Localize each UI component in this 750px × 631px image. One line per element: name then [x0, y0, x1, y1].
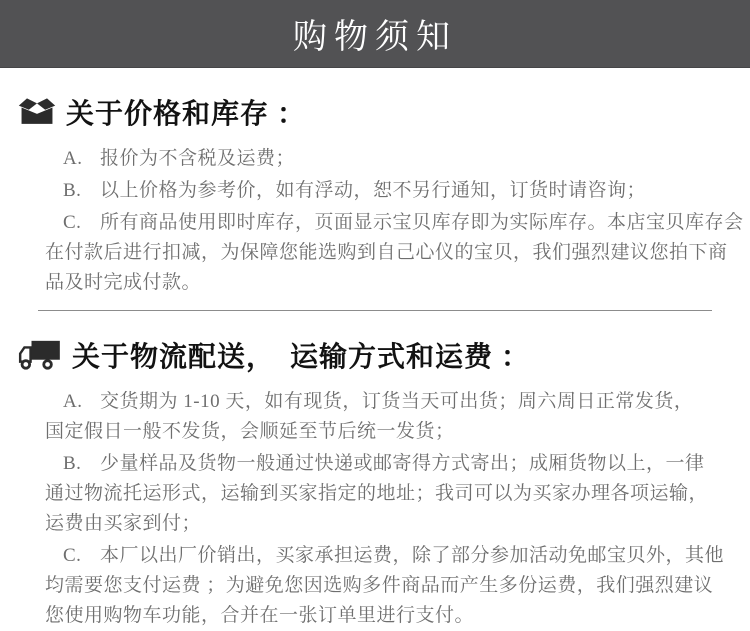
notice-section — [45, 92, 744, 298]
item-letter: A. — [63, 148, 83, 169]
item-text: 少量样品及货物一般通过快递或邮寄得方式寄出；成厢货物以上，一律 — [100, 453, 705, 474]
item-line-continued: 均需要您支付运费 ；为避免您因选购多件商品而产生多份运费，我们强烈建议 — [45, 575, 714, 596]
item-line-first — [45, 176, 714, 206]
open-box-icon — [17, 95, 57, 129]
section-heading: 关于价格和库存 ： — [66, 99, 307, 130]
page-header-banner — [0, 0, 750, 68]
list-item — [45, 208, 744, 298]
item-line-continued: 通过物流托运形式，运输到买家指定的地址；我司可以为买家办理各项运输， — [45, 483, 709, 504]
item-letter: B. — [63, 453, 82, 474]
sections-container — [45, 92, 744, 631]
notice-section — [45, 335, 725, 631]
page-title: 购物须知 — [293, 19, 457, 56]
section-header — [17, 335, 714, 375]
item-letter: B. — [63, 180, 82, 201]
item-text: 本厂以出厂价销出，买家承担运费，除了部分参加活动免邮宝贝外，其他 — [100, 545, 725, 566]
item-line-first — [45, 387, 714, 417]
item-line-first — [45, 449, 714, 479]
section-items — [45, 387, 725, 631]
notice-content — [0, 92, 750, 631]
item-line-continued: 运费由买家到付； — [45, 513, 202, 534]
truck-icon — [17, 338, 63, 372]
item-line-first — [45, 541, 725, 571]
item-line-first — [45, 208, 744, 238]
list-item — [45, 176, 714, 206]
list-item — [45, 144, 714, 174]
item-text: 交货期为 1-10 天，如有现货，订货当天可出货；周六周日正常发货， — [100, 391, 694, 412]
section-heading: 关于物流配送， 运输方式和运费 ： — [72, 342, 531, 373]
item-letter: A. — [63, 391, 83, 412]
item-text: 报价为不含税及运费； — [100, 148, 296, 169]
list-item — [45, 387, 714, 447]
section-items — [45, 144, 744, 298]
list-item — [45, 449, 714, 539]
item-letter: C. — [63, 212, 82, 233]
item-line-continued: 在付款后进行扣减，为保障您能选购到自己心仪的宝贝，我们强烈建议您拍下商 — [45, 242, 728, 263]
section-header — [17, 92, 714, 132]
item-line-continued: 品及时完成付款。 — [45, 272, 202, 293]
item-line-first — [45, 144, 714, 174]
item-text: 以上价格为参考价，如有浮动，恕不另行通知，订货时请咨询； — [100, 180, 647, 201]
list-item — [45, 541, 725, 631]
section-divider — [38, 310, 712, 311]
item-text: 所有商品使用即时库存，页面显示宝贝库存即为实际库存。本店宝贝库存会 — [100, 212, 744, 233]
item-line-continued: 您使用购物车功能，合并在一张订单里进行支付。 — [45, 605, 475, 626]
item-letter: C. — [63, 545, 82, 566]
item-line-continued: 国定假日一般不发货，会顺延至节后统一发货； — [45, 421, 455, 442]
